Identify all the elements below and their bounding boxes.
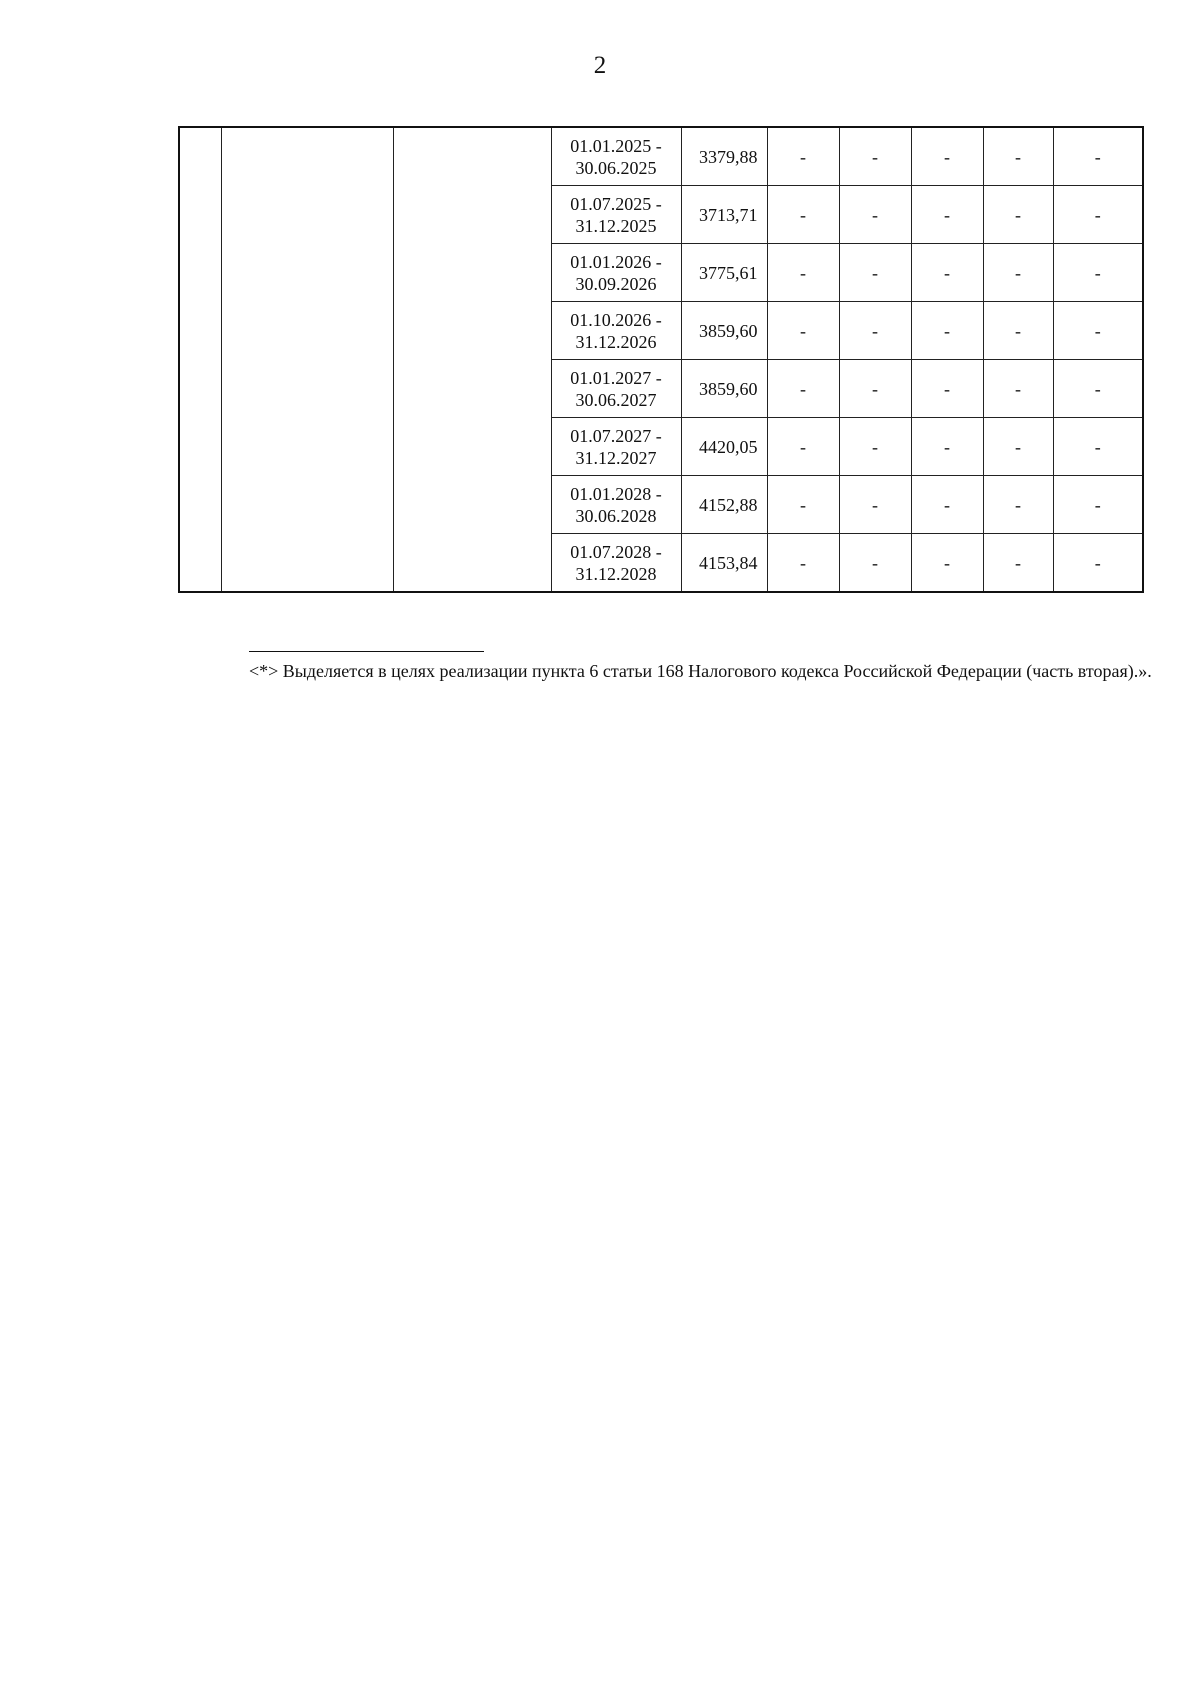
period-start: 01.07.2028 - bbox=[570, 541, 662, 562]
empty-cell bbox=[179, 127, 221, 186]
empty-cell bbox=[221, 186, 393, 244]
empty-cell bbox=[179, 186, 221, 244]
dash-cell: - bbox=[1053, 244, 1143, 302]
dash-cell: - bbox=[839, 476, 911, 534]
tariff-value-cell: 3859,60 bbox=[681, 302, 767, 360]
dash-cell: - bbox=[911, 476, 983, 534]
dash-cell: - bbox=[767, 534, 839, 593]
dash-cell: - bbox=[911, 418, 983, 476]
empty-cell bbox=[393, 302, 551, 360]
tariff-value-cell: 3713,71 bbox=[681, 186, 767, 244]
dash-cell: - bbox=[911, 127, 983, 186]
table-row bbox=[179, 360, 1143, 418]
empty-cell bbox=[221, 244, 393, 302]
empty-cell bbox=[221, 360, 393, 418]
table-row bbox=[179, 302, 1143, 360]
tariff-value-cell: 3859,60 bbox=[681, 360, 767, 418]
dash-cell: - bbox=[767, 127, 839, 186]
period-start: 01.01.2025 - bbox=[570, 135, 662, 156]
empty-cell bbox=[221, 127, 393, 186]
period-cell bbox=[551, 418, 681, 476]
tariff-value-cell: 3775,61 bbox=[681, 244, 767, 302]
period-end: 31.12.2026 bbox=[575, 331, 657, 352]
empty-cell bbox=[393, 418, 551, 476]
empty-cell bbox=[393, 476, 551, 534]
period-cell bbox=[551, 302, 681, 360]
dash-cell: - bbox=[767, 476, 839, 534]
period-cell bbox=[551, 244, 681, 302]
period-start: 01.01.2027 - bbox=[570, 367, 662, 388]
empty-cell bbox=[221, 302, 393, 360]
dash-cell: - bbox=[911, 534, 983, 593]
dash-cell: - bbox=[1053, 186, 1143, 244]
period-end: 30.09.2026 bbox=[575, 273, 657, 294]
dash-cell: - bbox=[1053, 418, 1143, 476]
dash-cell: - bbox=[839, 534, 911, 593]
dash-cell: - bbox=[983, 244, 1053, 302]
empty-cell bbox=[179, 418, 221, 476]
empty-cell bbox=[393, 360, 551, 418]
dash-cell: - bbox=[983, 186, 1053, 244]
tariff-table bbox=[178, 126, 1144, 593]
period-end: 30.06.2028 bbox=[575, 505, 657, 526]
period-cell bbox=[551, 534, 681, 593]
table-row bbox=[179, 244, 1143, 302]
empty-cell bbox=[179, 476, 221, 534]
dash-cell: - bbox=[1053, 360, 1143, 418]
empty-cell bbox=[221, 534, 393, 593]
tariff-value-cell: 4152,88 bbox=[681, 476, 767, 534]
dash-cell: - bbox=[767, 186, 839, 244]
footnote-separator bbox=[249, 651, 484, 652]
period-start: 01.10.2026 - bbox=[570, 309, 662, 330]
dash-cell: - bbox=[983, 418, 1053, 476]
empty-cell bbox=[179, 302, 221, 360]
period-end: 31.12.2028 bbox=[575, 563, 657, 584]
dash-cell: - bbox=[839, 127, 911, 186]
dash-cell: - bbox=[839, 360, 911, 418]
period-cell bbox=[551, 476, 681, 534]
dash-cell: - bbox=[1053, 127, 1143, 186]
period-cell bbox=[551, 360, 681, 418]
table-row bbox=[179, 476, 1143, 534]
dash-cell: - bbox=[911, 244, 983, 302]
period-cell bbox=[551, 186, 681, 244]
dash-cell: - bbox=[1053, 476, 1143, 534]
empty-cell bbox=[393, 244, 551, 302]
footnote-text: <*> Выделяется в целях реализации пункта 6 статьи 168 Налогового кодекса Российской Федерации (часть вторая).». bbox=[249, 661, 1152, 681]
table-row bbox=[179, 534, 1143, 593]
period-end: 30.06.2027 bbox=[575, 389, 657, 410]
dash-cell: - bbox=[911, 186, 983, 244]
empty-cell bbox=[393, 186, 551, 244]
period-start: 01.01.2026 - bbox=[570, 251, 662, 272]
dash-cell: - bbox=[767, 418, 839, 476]
dash-cell: - bbox=[983, 127, 1053, 186]
dash-cell: - bbox=[767, 244, 839, 302]
tariff-value-cell: 3379,88 bbox=[681, 127, 767, 186]
empty-cell bbox=[179, 534, 221, 593]
dash-cell: - bbox=[983, 302, 1053, 360]
period-start: 01.01.2028 - bbox=[570, 483, 662, 504]
empty-cell bbox=[393, 534, 551, 593]
tariff-value-cell: 4420,05 bbox=[681, 418, 767, 476]
table-row bbox=[179, 186, 1143, 244]
page-number: 2 bbox=[593, 52, 607, 79]
dash-cell: - bbox=[839, 244, 911, 302]
dash-cell: - bbox=[839, 186, 911, 244]
dash-cell: - bbox=[767, 360, 839, 418]
tariff-table-body bbox=[179, 127, 1143, 592]
period-end: 30.06.2025 bbox=[575, 157, 657, 178]
dash-cell: - bbox=[983, 476, 1053, 534]
dash-cell: - bbox=[1053, 302, 1143, 360]
period-end: 31.12.2027 bbox=[575, 447, 657, 468]
empty-cell bbox=[221, 476, 393, 534]
period-start: 01.07.2027 - bbox=[570, 425, 662, 446]
empty-cell bbox=[179, 360, 221, 418]
period-cell bbox=[551, 127, 681, 186]
table-row bbox=[179, 127, 1143, 186]
dash-cell: - bbox=[839, 418, 911, 476]
empty-cell bbox=[221, 418, 393, 476]
empty-cell bbox=[179, 244, 221, 302]
period-start: 01.07.2025 - bbox=[570, 193, 662, 214]
dash-cell: - bbox=[911, 360, 983, 418]
dash-cell: - bbox=[983, 534, 1053, 593]
dash-cell: - bbox=[983, 360, 1053, 418]
dash-cell: - bbox=[911, 302, 983, 360]
empty-cell bbox=[393, 127, 551, 186]
dash-cell: - bbox=[839, 302, 911, 360]
dash-cell: - bbox=[767, 302, 839, 360]
period-end: 31.12.2025 bbox=[575, 215, 657, 236]
tariff-value-cell: 4153,84 bbox=[681, 534, 767, 593]
dash-cell: - bbox=[1053, 534, 1143, 593]
table-row bbox=[179, 418, 1143, 476]
